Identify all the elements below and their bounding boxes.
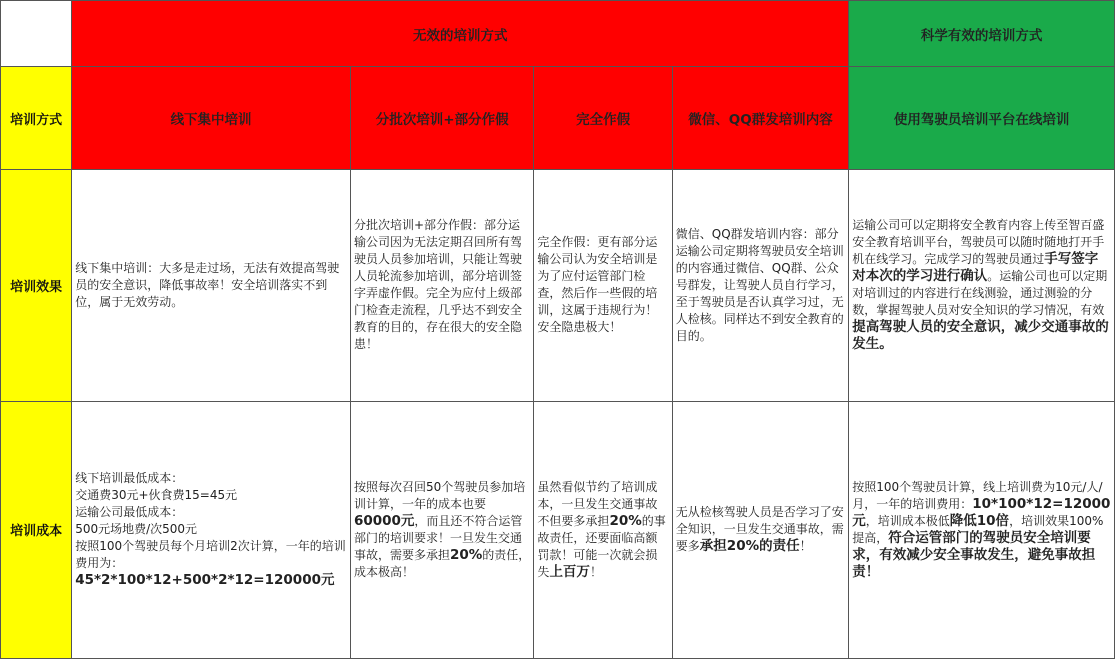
method-row: [1, 67, 1115, 169]
row-label-method[interactable]: 培训方式: [1, 67, 72, 169]
cost-offline[interactable]: [72, 401, 351, 658]
method-batch-partial-fake[interactable]: 分批次培训+部分作假: [350, 67, 533, 169]
effect-highlight: 手写签字对本次的学习进行确认: [852, 251, 1099, 285]
cost-line: 按照100个驾驶员每个月培训2次计算，一年的培训费用为：: [75, 539, 346, 571]
cost-line: 500元场地费/次500元: [75, 522, 198, 537]
effective-header[interactable]: 科学有效的培训方式: [849, 1, 1115, 67]
cost-highlight: 10*100*12=12000元: [852, 495, 1111, 529]
cost-text: 无从检核驾驶人员是否学习了安全知识，一旦发生交通事故，需要多: [675, 505, 844, 554]
header-row: [1, 1, 1115, 67]
method-online-platform[interactable]: 使用驾驶员培训平台在线培训: [849, 67, 1115, 169]
effect-text: 运输公司可以定期将安全教育内容上传至智百盛安全教育培训平台，驾驶员可以随时随地打开手机在线学习。完成学习的驾驶员通过: [852, 218, 1105, 267]
method-fully-fake[interactable]: 完全作假: [534, 67, 672, 169]
row-label-cost[interactable]: 培训成本: [1, 401, 72, 658]
cost-highlight: 20%: [449, 546, 483, 563]
cost-highlight: 承担20%的责任: [699, 538, 800, 555]
cost-text: ，培训效果100%提高，: [852, 513, 1104, 545]
cost-line: 运输公司最低成本：: [75, 505, 184, 520]
corner-cell[interactable]: [1, 1, 72, 67]
method-offline[interactable]: 线下集中培训: [72, 67, 351, 169]
cost-row: [1, 401, 1115, 658]
cost-wechat-qq[interactable]: [672, 401, 848, 658]
cost-total: 45*2*100*12+500*2*12=120000元: [75, 572, 335, 589]
cost-text: 虽然看似节约了培训成本，一旦发生交通事故不但要多承担: [537, 479, 658, 528]
cost-highlight: 60000元: [353, 512, 415, 529]
cost-text: 按照每次召回50个驾驶员参加培训计算，一年的成本也要: [353, 479, 526, 511]
cost-text: ！: [589, 564, 602, 579]
cost-line: 线下培训最低成本：: [75, 471, 184, 486]
cost-highlight: 上百万: [549, 563, 590, 580]
effect-row: [1, 169, 1115, 401]
cost-text: ，培训成本极低: [865, 513, 950, 528]
cost-text: ，而且还不符合运管部门的培训要求！一旦发生交通事故，需要多承担: [353, 513, 523, 562]
cost-highlight: 降低10倍: [949, 512, 1010, 529]
effect-batch-partial-fake[interactable]: 分批次培训+部分作假：部分运输公司因为无法定期召回所有驾驶员人员参加培训，只能让驾驶人员轮流参加培训，部分培训签字弄虚作假。完全为应付上级部门检查走流程，几乎达不到安全教育的目的，存在很大的安全隐患！: [350, 169, 533, 401]
cost-highlight: 符合运管部门的驾驶员安全培训要求，有效减少安全事故发生，避免事故担责！: [852, 529, 1096, 580]
ineffective-header[interactable]: 无效的培训方式: [72, 1, 849, 67]
effect-online-platform[interactable]: [849, 169, 1115, 401]
cost-online-platform[interactable]: [849, 401, 1115, 658]
method-wechat-qq[interactable]: 微信、QQ群发培训内容: [672, 67, 848, 169]
effect-text: 。运输公司也可以定期对培训过的内容进行在线测验，通过测验的分数，掌握驾驶人员对安全知识的学习情况，有效: [852, 269, 1108, 318]
effect-fully-fake[interactable]: 完全作假：更有部分运输公司认为安全培训是为了应付运管部门检查，然后作一些假的培训，这属于违规行为！安全隐患极大！: [534, 169, 672, 401]
cost-batch-partial-fake[interactable]: [350, 401, 533, 658]
cost-text: 的责任，成本极高！: [353, 547, 531, 579]
row-label-effect[interactable]: 培训效果: [1, 169, 72, 401]
cost-line: 交通费30元+伙食费15=45元: [75, 488, 238, 503]
cost-highlight: 20%: [609, 512, 642, 529]
effect-offline[interactable]: 线下集中培训：大多是走过场，无法有效提高驾驶员的安全意识，降低事故率！安全培训落实不到位，属于无效劳动。: [72, 169, 351, 401]
effect-highlight: 提高驾驶人员的安全意识，减少交通事故的发生。: [852, 319, 1109, 353]
cost-text: ！: [799, 539, 812, 554]
cost-text: 的事故责任，还要面临高额罚款！可能一次就会损失: [537, 513, 666, 579]
cost-text: 按照100个驾驶员计算，线上培训费为10元/人/月，一年的培训费用：: [852, 479, 1103, 511]
cost-fully-fake[interactable]: [534, 401, 672, 658]
effect-wechat-qq[interactable]: 微信、QQ群发培训内容：部分运输公司定期将驾驶员安全培训的内容通过微信、QQ群、公众号群发，让驾驶人员自行学习，至于驾驶员是否认真学习过，无人检核。同样达不到安全教育的目的。: [672, 169, 848, 401]
